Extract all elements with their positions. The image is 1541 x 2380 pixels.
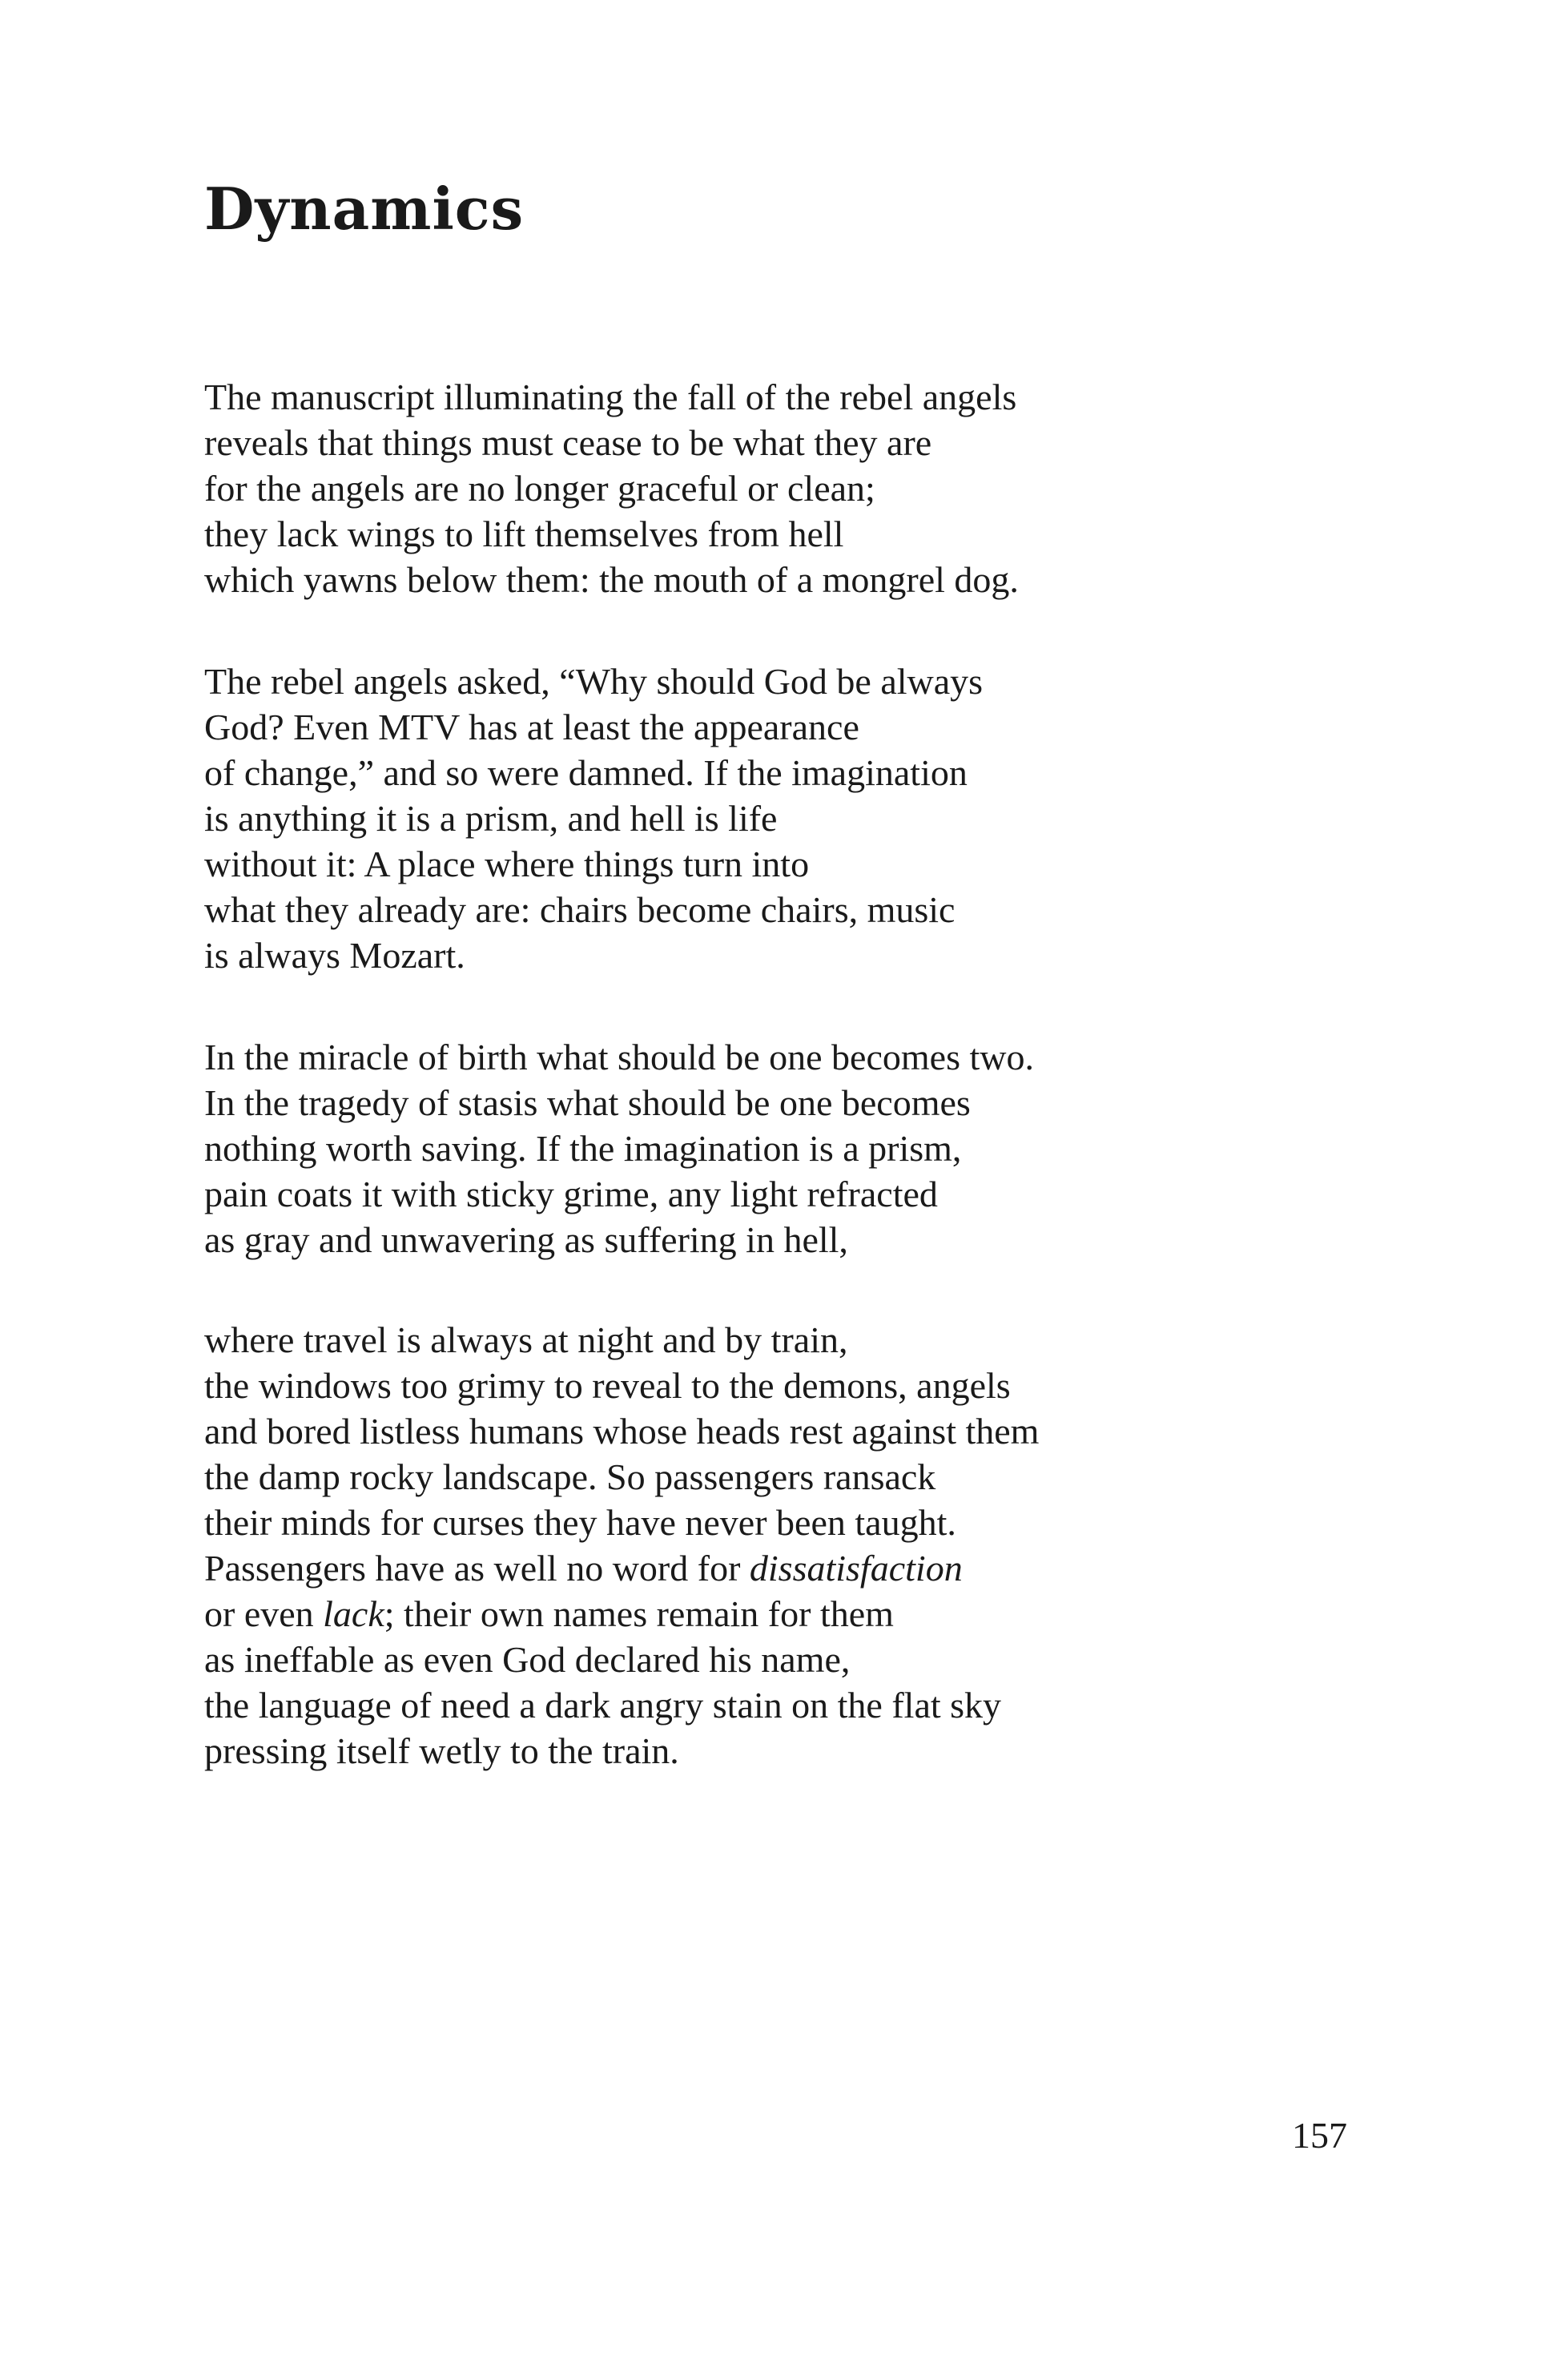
line-text: or even: [204, 1593, 324, 1634]
poem-line: where travel is always at night and by train,: [204, 1319, 848, 1360]
poem-line: the windows too grimy to reveal to the demons, angels: [204, 1365, 1011, 1406]
poem-line: the language of need a dark angry stain on the flat sky: [204, 1685, 1002, 1726]
poem-line: the damp rocky landscape. So passengers ransack: [204, 1456, 936, 1497]
line-text: ; their own names remain for them: [384, 1593, 894, 1634]
poem-line: [204, 1591, 1039, 1637]
italic-word: lack: [323, 1593, 384, 1634]
poem-line: In the tragedy of stasis what should be one becomes: [204, 1082, 971, 1123]
poem-line: [204, 1545, 1039, 1591]
poem-line: pressing itself wetly to the train.: [204, 1730, 679, 1771]
poem-line: what they already are: chairs become chairs, music: [204, 889, 956, 930]
poem-line: without it: A place where things turn into: [204, 844, 810, 884]
poem-line: reveals that things must cease to be what they are: [204, 422, 932, 463]
line-text: Passengers have as well no word for: [204, 1548, 750, 1589]
poem-line: The rebel angels asked, “Why should God be always: [204, 661, 984, 702]
poem-line: and bored listless humans whose heads rest against them: [204, 1411, 1040, 1452]
stanza-1: [204, 374, 1019, 602]
poem-line: which yawns below them: the mouth of a mongrel dog.: [204, 559, 1019, 600]
poem-line: their minds for curses they have never been taught.: [204, 1502, 956, 1543]
poem-line: is anything it is a prism, and hell is life: [204, 798, 778, 839]
poem-line: is always Mozart.: [204, 935, 465, 976]
poem-line: of change,” and so were damned. If the imagination: [204, 752, 968, 793]
poem-line: pain coats it with sticky grime, any light refracted: [204, 1174, 938, 1214]
poem-line: for the angels are no longer graceful or clean;: [204, 468, 875, 509]
stanza-3: [204, 1034, 1034, 1262]
italic-word: dissatisfaction: [749, 1548, 963, 1589]
stanza-4: [204, 1317, 1039, 1774]
stanza-2: [204, 658, 983, 978]
poem-line: In the miracle of birth what should be one becomes two.: [204, 1037, 1034, 1077]
poem-line: nothing worth saving. If the imagination is a prism,: [204, 1128, 962, 1169]
poem-title: Dynamics: [204, 175, 525, 243]
poem-line: as ineffable as even God declared his name,: [204, 1639, 851, 1680]
poem-line: God? Even MTV has at least the appearance: [204, 707, 859, 747]
poem-line: The manuscript illuminating the fall of the rebel angels: [204, 377, 1017, 417]
poem-line: they lack wings to lift themselves from hell: [204, 513, 844, 554]
page-number: 157: [1292, 2115, 1347, 2156]
poem-line: as gray and unwavering as suffering in hell,: [204, 1219, 848, 1260]
